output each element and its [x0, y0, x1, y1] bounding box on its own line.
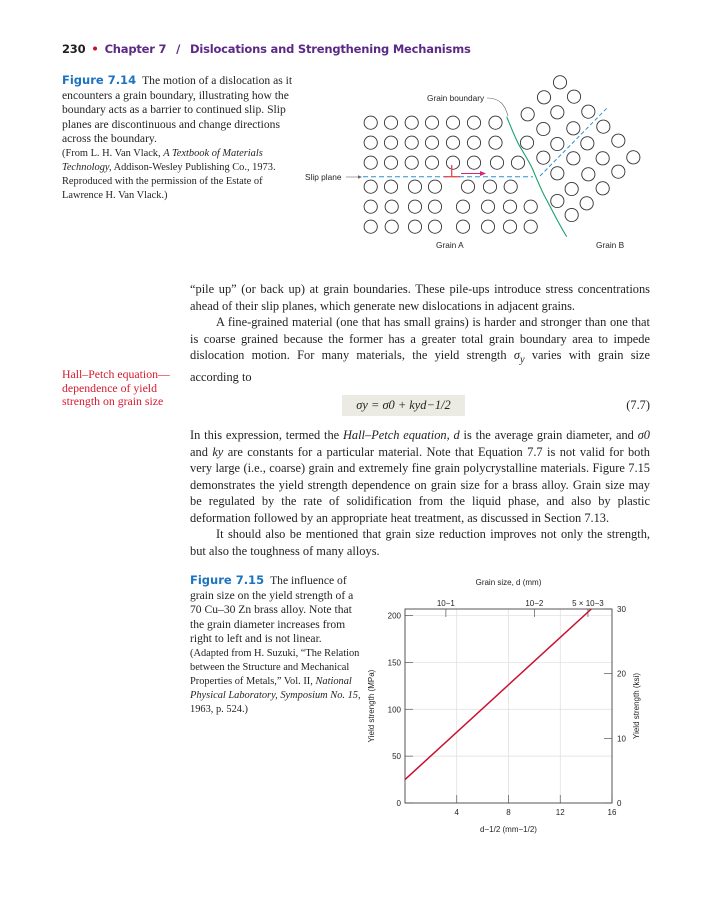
- page-number: 230: [62, 42, 86, 56]
- equation-number: (7.7): [626, 398, 650, 413]
- x2-tick-label: 10−1: [436, 599, 455, 608]
- y-tick-label: 150: [387, 658, 401, 668]
- caption-source: (From L. H. Van Vlack, A Textbook of Materials Technology, Addison-Wesley Publishing Co., 1973. Reproduced with the permission of the Estate of Lawrence H. Van Vlack.): [62, 147, 276, 201]
- y-tick-label: 200: [387, 611, 401, 621]
- slip-plane-label: Slip plane: [305, 172, 342, 182]
- paragraph: In this expression, termed the Hall–Petch equation, d is the average grain diameter, and σ0 and ky are constants for a particular material. Note that Equation 7.7 is not valid for both very large (i.e., coarse) grain and extremely fine grain polycrystalline materials. Figure 7.15 demonstrates the yield strength dependence on grain size for a brass alloy. Grain size may be regulated by the rate of solidification from the liquid phase, and also by plastic deformation followed by an appropriate heat treatment, as discussed in Section 7.13.: [190, 428, 651, 525]
- y2-tick-label: 20: [617, 669, 626, 679]
- caption-text: The motion of a dislocation as it encounters a grain boundary, illustrating how the boundary acts as a barrier to continued slip. Slip planes are discontinuous and change directions across the boundary.: [62, 74, 293, 146]
- y-axis-label: Yield strength (MPa): [367, 669, 376, 743]
- y-tick-label: 100: [387, 705, 401, 715]
- x-tick-label: 12: [555, 808, 565, 817]
- header-slash: /: [176, 42, 181, 56]
- paragraph: It should also be mentioned that grain size reduction improves not only the strength, but also the toughness of many alloys.: [190, 527, 650, 558]
- x2-tick-label: 5 × 10−3: [572, 599, 604, 608]
- chapter-title: Dislocations and Strengthening Mechanisms: [190, 42, 471, 56]
- y-tick-label: 0: [396, 799, 401, 808]
- figure-label: Figure 7.15: [190, 573, 265, 587]
- hall-petch-equation: σy = σ0 + kyd−1/2: [342, 395, 465, 416]
- y2-tick-label: 30: [617, 605, 626, 614]
- x-tick-label: 16: [607, 808, 617, 817]
- x2-tick-label: 10−2: [525, 599, 544, 608]
- caption-text: The influence of grain size on the yield strength of a 70 Cu–30 Zn brass alloy. Note that the grain diameter increases from right to left and is not linear.: [190, 574, 354, 646]
- bullet-separator: •: [91, 42, 99, 56]
- paragraph: A fine-grained material (one that has small grains) is harder and stronger than one that is coarse grained because the former has a greater total grain boundary area to impede dislocation motion. For many materials, the yield strength $\sigma_y$ varies with grain size according to: [190, 315, 650, 384]
- chapter-label: Chapter 7: [104, 42, 167, 56]
- figure-label: Figure 7.14: [62, 73, 137, 87]
- y2-tick-label: 0: [617, 799, 622, 808]
- grain-b-label: Grain B: [596, 240, 625, 250]
- x-tick-label: 4: [454, 808, 459, 817]
- paragraph: “pile up” (or back up) at grain boundaries. These pile-ups introduce stress concentrations ahead of their slip planes, which generate new dislocations in adjacent grains.: [190, 282, 650, 313]
- series-line-brass: [405, 609, 591, 780]
- x2-axis-label: Grain size, d (mm): [475, 578, 542, 587]
- caption-source: (Adapted from H. Suzuki, “The Relation between the Structure and Mechanical Properties of Metals,” Vol. II, National Physical Laboratory, Symposium No. 15, 1963, p. 524.): [190, 647, 361, 715]
- y2-axis-label: Yield strength (ksi): [632, 673, 641, 739]
- x-tick-label: 8: [506, 808, 511, 817]
- y2-tick-label: 10: [617, 734, 626, 744]
- margin-note: Hall–Petch equation—dependence of yield strength on grain size: [62, 367, 170, 409]
- y-tick-label: 50: [392, 752, 401, 762]
- grain-a-label: Grain A: [436, 240, 464, 250]
- x-axis-label: d−1/2 (mm−1/2): [480, 825, 537, 834]
- grain-boundary-label: Grain boundary: [427, 93, 485, 103]
